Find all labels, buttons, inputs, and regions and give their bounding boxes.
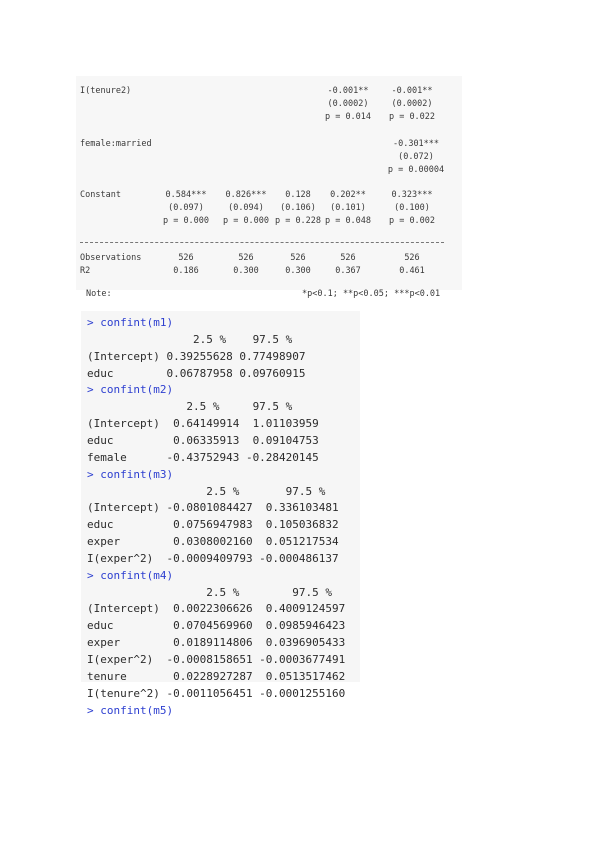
row-label-r2: R2: [80, 266, 91, 276]
console-output-line: (Intercept) 0.0022306626 0.4009124597: [87, 602, 346, 616]
console-output-line: female -0.43752943 -0.28420145: [87, 450, 319, 464]
constant-coef-1: 0.584***: [165, 190, 207, 200]
console-output-line: (Intercept) -0.0801084427 0.336103481: [87, 501, 339, 515]
r2-5: 0.461: [399, 266, 425, 276]
constant-coef-2: 0.826***: [225, 190, 267, 200]
console-command-line: > confint(m3): [87, 467, 174, 481]
row-label-observations: Observations: [80, 253, 142, 263]
constant-coef-4: 0.202**: [330, 190, 366, 200]
console-output-line: tenure 0.0228927287 0.0513517462: [87, 669, 346, 683]
female-married-p: p = 0.00004: [387, 165, 445, 175]
tenure2-col5-p: p = 0.022: [388, 112, 436, 122]
tenure2-col4-se: (0.0002): [327, 99, 369, 109]
constant-p-5: p = 0.002: [388, 216, 436, 226]
female-married-se: (0.072): [398, 152, 434, 162]
constant-p-3: p = 0.228: [274, 216, 322, 226]
row-label-tenure2: I(tenure2): [80, 86, 132, 96]
r-console-output: [81, 311, 360, 717]
constant-se-1: (0.097): [168, 203, 204, 213]
r2-1: 0.186: [173, 266, 199, 276]
console-output-line: educ 0.0704569960 0.0985946423: [87, 619, 346, 633]
console-output-line: educ 0.0756947983 0.105036832: [87, 518, 339, 532]
r2-3: 0.300: [285, 266, 311, 276]
tenure2-col4-coef: -0.001**: [327, 86, 369, 96]
note-label: Note:: [86, 289, 112, 299]
console-output-line: (Intercept) 0.39255628 0.77498907: [87, 349, 306, 363]
console-output-line: 2.5 % 97.5 %: [87, 585, 333, 599]
observations-2: 526: [238, 253, 254, 263]
tenure2-col5-coef: -0.001**: [391, 86, 433, 96]
observations-1: 526: [178, 253, 194, 263]
console-command-line: > confint(m2): [87, 383, 174, 397]
row-label-constant: Constant: [80, 190, 121, 200]
console-output-line: educ 0.06787958 0.09760915: [87, 366, 306, 380]
console-output-line: 2.5 % 97.5 %: [87, 400, 293, 414]
table-separator: [80, 242, 444, 243]
console-command-line: > confint(m5): [87, 703, 174, 717]
significance-note: *p<0.1; **p<0.05; ***p<0.01: [302, 289, 441, 299]
console-output-line: 2.5 % 97.5 %: [87, 332, 293, 346]
console-command-line: > confint(m4): [87, 568, 174, 582]
observations-5: 526: [404, 253, 420, 263]
constant-se-5: (0.100): [394, 203, 430, 213]
console-output-line: I(exper^2) -0.0008158651 -0.0003677491: [87, 653, 346, 666]
female-married-coef: -0.301***: [392, 139, 440, 149]
constant-se-4: (0.101): [330, 203, 366, 213]
constant-se-2: (0.094): [228, 203, 264, 213]
constant-coef-3: 0.128: [285, 190, 311, 200]
console-command-line: > confint(m1): [87, 316, 174, 329]
console-output-line: (Intercept) 0.64149914 1.01103959: [87, 417, 319, 431]
constant-p-1: p = 0.000: [162, 216, 210, 226]
console-output-line: 2.5 % 97.5 %: [87, 484, 326, 498]
observations-4: 526: [340, 253, 356, 263]
tenure2-col5-se: (0.0002): [391, 99, 433, 109]
constant-se-3: (0.106): [280, 203, 316, 213]
console-output-line: exper 0.0308002160 0.051217534: [87, 535, 339, 549]
regression-table: [76, 76, 462, 290]
r2-4: 0.367: [335, 266, 361, 276]
console-output-line: I(tenure^2) -0.0011056451 -0.0001255160: [87, 686, 346, 700]
observations-3: 526: [290, 253, 306, 263]
r2-2: 0.300: [233, 266, 259, 276]
tenure2-col4-p: p = 0.014: [324, 112, 372, 122]
console-output-line: I(exper^2) -0.0009409793 -0.000486137: [87, 551, 339, 565]
console-output-line: exper 0.0189114806 0.0396905433: [87, 636, 346, 650]
constant-p-2: p = 0.000: [222, 216, 270, 226]
row-label-female-married: female:married: [80, 139, 152, 149]
constant-coef-5: 0.323***: [391, 190, 433, 200]
console-output-line: educ 0.06335913 0.09104753: [87, 433, 319, 447]
constant-p-4: p = 0.048: [324, 216, 372, 226]
